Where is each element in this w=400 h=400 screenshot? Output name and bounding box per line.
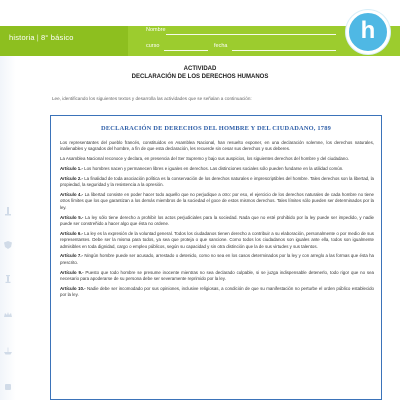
paragraph-text: Los representantes del pueblo francés, constituidos en Asamblea Nacional, han resuelto exponer, en una declaración solemne, los derechos naturales, inalienables y sagrados del hombre, a fin de que esta declaración, les recuerde sin cesar sus derechos y sus deberes.	[60, 140, 374, 152]
declaration-document	[50, 115, 382, 400]
ship-icon	[3, 346, 13, 356]
name-field-label: Nombre	[146, 27, 166, 33]
name-field-line[interactable]	[166, 34, 336, 35]
article-text: La ley sólo tiene derecho a prohibir los actos perjudiciales para la sociedad. Nada que no esté prohibido por la ley puede ser impedido, y nadie puede ser constreñido a hacer algo que ésta no ordene.	[60, 214, 375, 227]
document-body	[60, 140, 374, 302]
course-field-label: curso	[146, 43, 160, 49]
article-text: Los hombres nacen y permanecen libres e iguales en derechos. Las distinciones sociales sólo pueden fundarse en la utilidad común.	[82, 166, 344, 171]
paragraph	[60, 156, 374, 162]
article-10	[60, 286, 374, 299]
activity-title: DECLARACIÓN DE LOS DERECHOS HUMANOS	[131, 74, 269, 80]
article-lead: Artículo 2.-	[60, 175, 83, 181]
article-lead: Artículo 7.-	[60, 253, 84, 259]
article-9	[60, 270, 374, 283]
crown-icon	[3, 310, 13, 320]
scroll-icon	[3, 382, 13, 392]
course-field-line[interactable]	[164, 50, 208, 51]
article-lead: Artículo 9.-	[60, 269, 84, 275]
paragraph	[60, 140, 374, 153]
article-4	[60, 192, 374, 211]
article-text: Nadie debe ser incomodado por sus opiniones, inclusive religiosas, a condición de que su manifestación no perturbe el orden público establecido por la ley.	[60, 285, 374, 298]
article-text: La ley es la expresión de la voluntad general. Todos los ciudadanos tienen derecho a contribuir a su elaboración, personalmente o por medio de sus representantes. Debe ser la misma para todos, ya sea que proteja o que sancione. Como todos los ciudadanos son iguales ante ella, todos son igualmente admisibles en toda dignidad, cargo o empleo públicos, según su capacidad y sin otra distinción que la de sus virtudes y sus talentos.	[60, 230, 374, 249]
article-1	[60, 166, 374, 172]
article-lead: Artículo 4.-	[60, 192, 84, 197]
article-lead: Artículo 10.-	[60, 285, 86, 291]
monument-icon	[3, 206, 13, 216]
left-decorative-rail	[0, 56, 16, 400]
h-logo-icon	[346, 10, 390, 54]
instruction-text: Lee, identificando los siguientes textos y desarrolla las actividades que se señalan a continuación:	[52, 96, 252, 101]
logo-letter: h	[360, 17, 376, 44]
date-field-label: fecha	[214, 43, 228, 49]
date-field-line[interactable]	[232, 50, 336, 51]
grade-label: 8° básico	[40, 33, 74, 42]
article-7	[60, 253, 374, 266]
article-text: La finalidad de toda asociación política es la conservación de los derechos naturales e imprescriptibles del hombre. Tales derechos son la libertad, la propiedad, la seguridad y la resistencia a la opresión.	[60, 175, 374, 188]
header	[0, 0, 400, 58]
article-text: Ningún hombre puede ser acusado, arrestado o detenido, como no sea en los casos determinados por la ley y con arreglo a las formas que ésta ha prescrito.	[60, 253, 374, 265]
article-lead: Artículo 1.-	[60, 166, 83, 171]
paragraph-text: La Asamblea Nacional reconoce y declara, en presencia del Ser Supremo y bajo sus auspicios, los siguientes derechos del hombre y del ciudadano.	[60, 156, 349, 162]
article-lead: Artículo 6.-	[60, 230, 83, 236]
column-icon	[3, 274, 13, 284]
shield-icon	[3, 240, 13, 250]
article-2	[60, 176, 374, 189]
document-title: DECLARACIÓN DE DERECHOS DEL HOMBRE Y DEL CIUDADANO, 1789	[101, 125, 331, 132]
article-5	[60, 215, 374, 228]
article-text: La libertad consiste en poder hacer todo aquello que no perjudique a otro: por eso, el ejercicio de los derechos naturales de cada hombre no tiene otros límites que los que garantizan a los demás miembros de la sociedad el goce de estos mismos derechos. Tales límites sólo pueden ser determinados por la ley.	[60, 192, 374, 210]
article-text: Puesto que todo hombre se presume inocente mientras no sea declarado culpable, si se juzga indispensable detenerlo, todo rigor que no sea necesario para apoderarse de su persona debe ser severamente reprimido por la ley.	[60, 269, 374, 282]
activity-label: ACTIVIDAD	[183, 66, 217, 72]
subject-label: historia | 8° básico	[9, 33, 74, 42]
subject-name: historia	[9, 33, 35, 42]
article-lead: Artículo 5.-	[60, 214, 84, 220]
article-6	[60, 231, 374, 250]
